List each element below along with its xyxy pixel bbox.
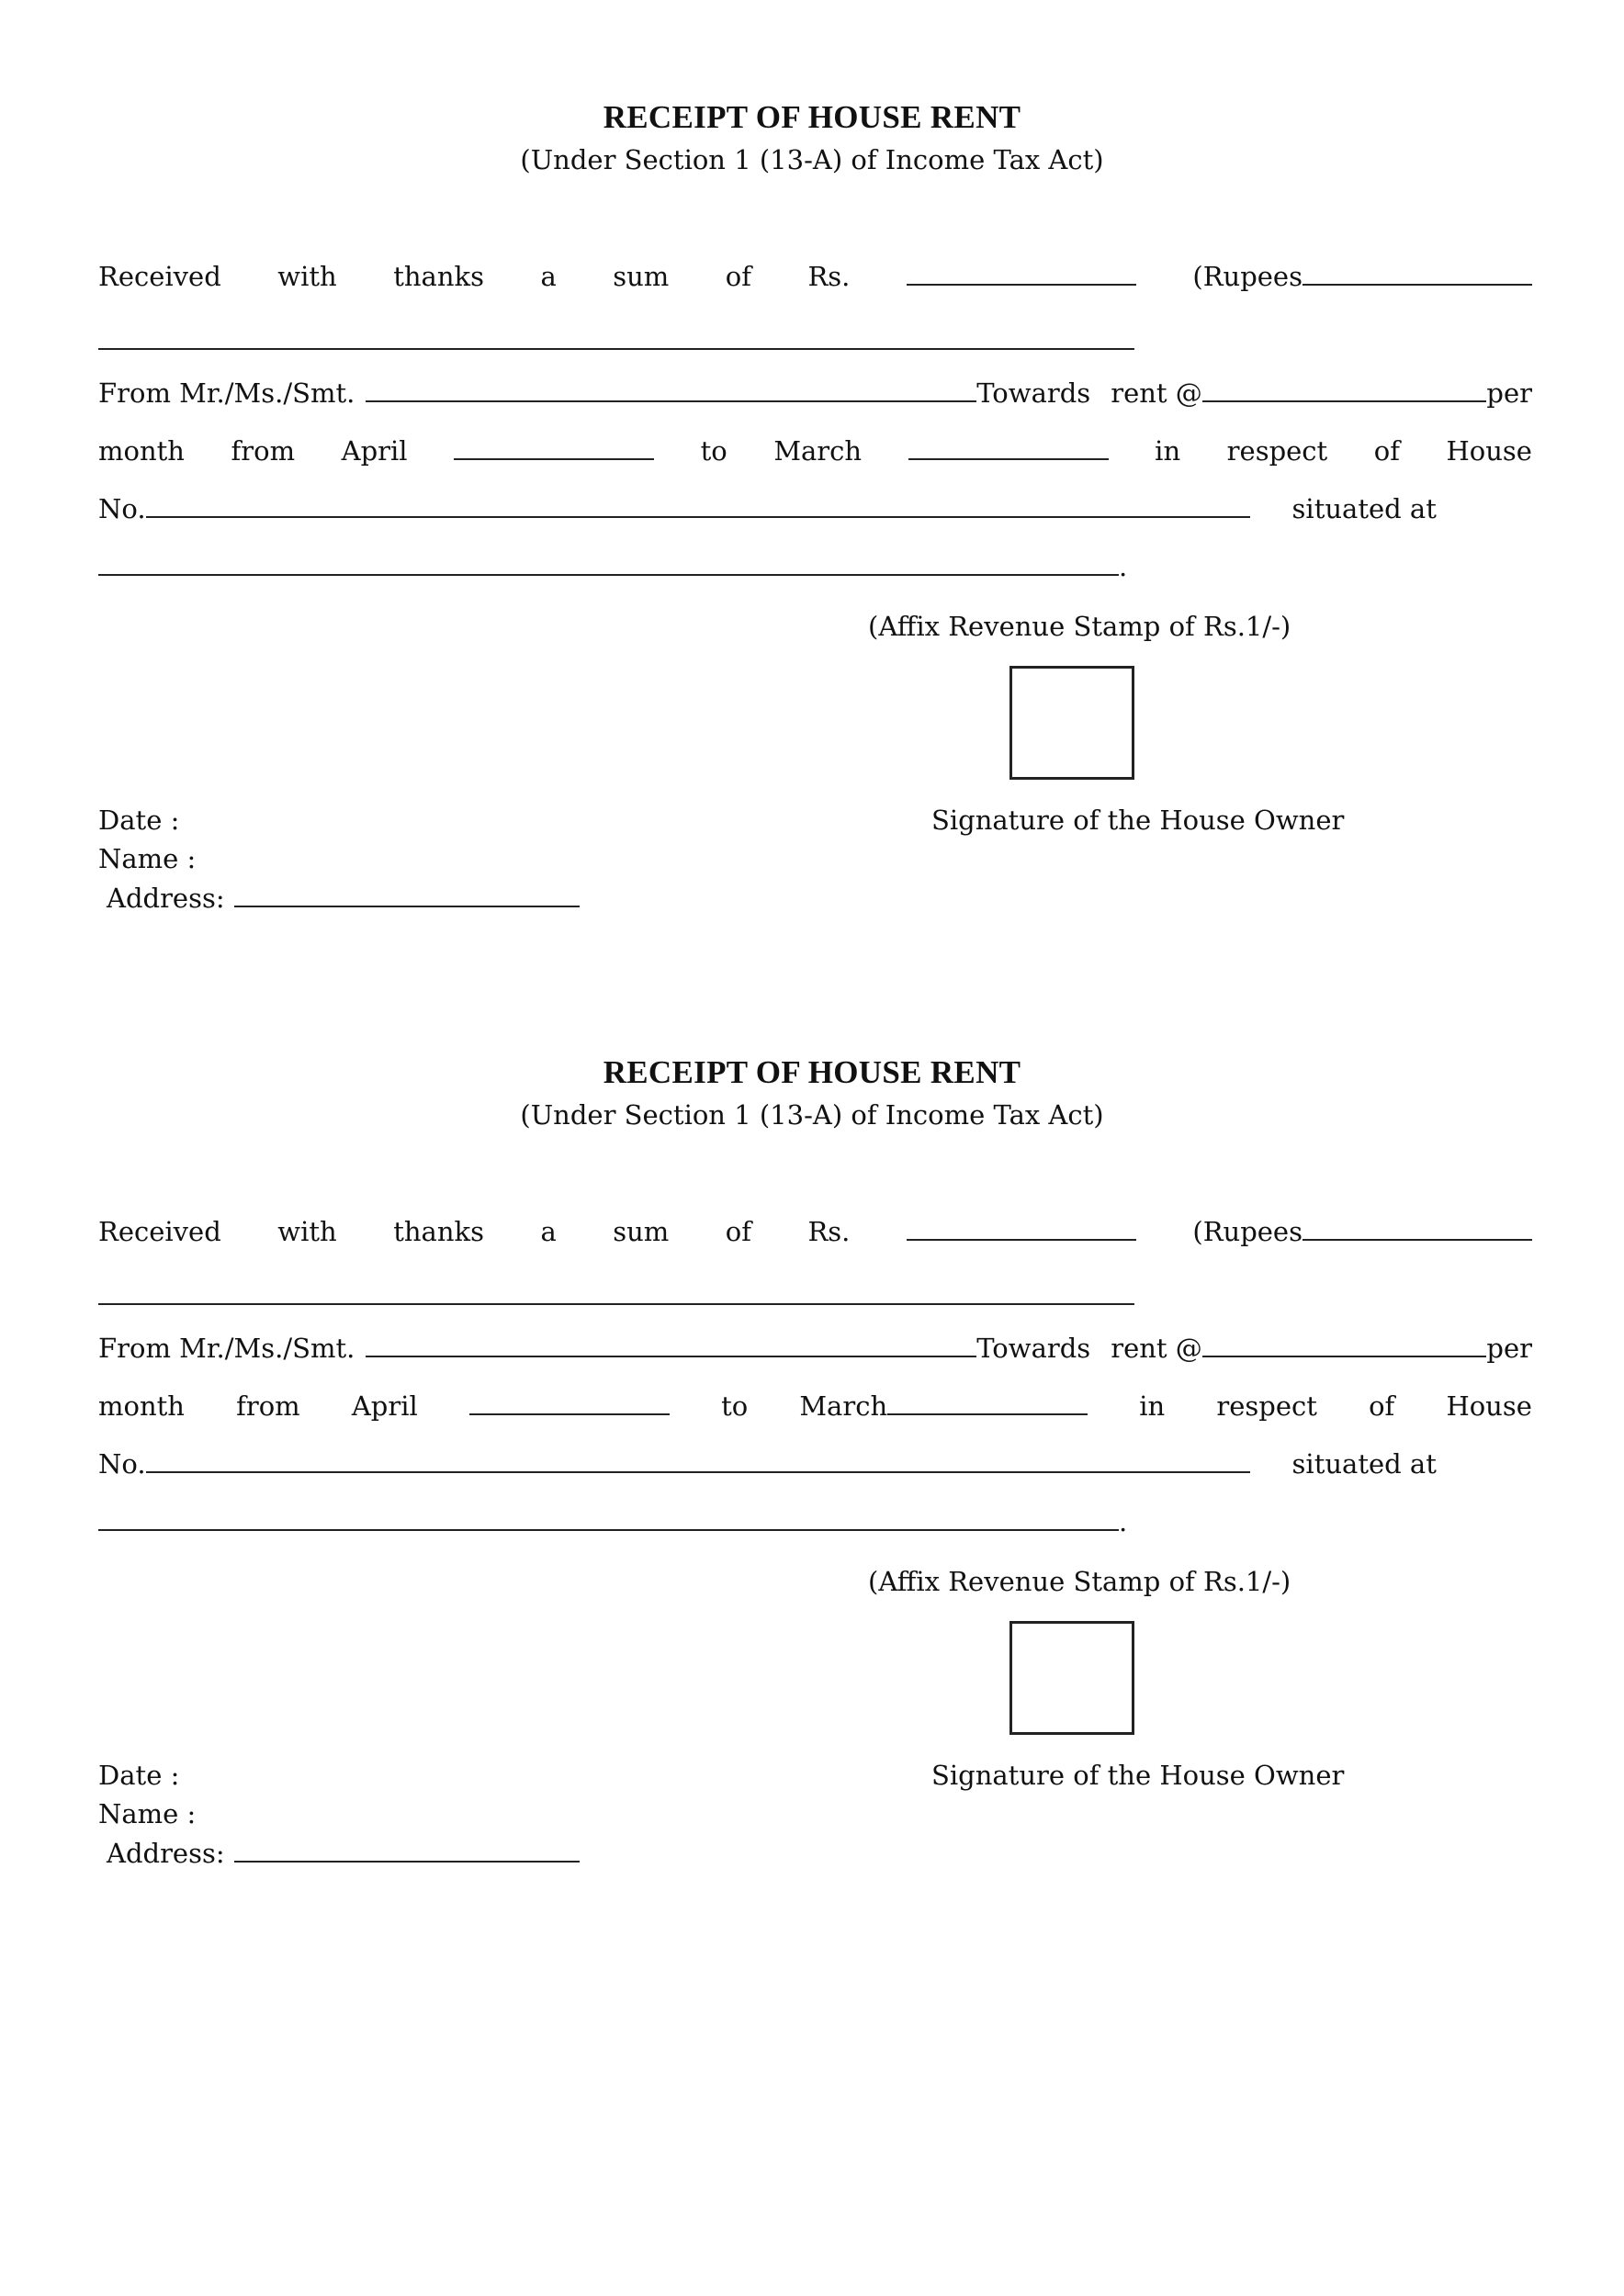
word-sum: sum [613, 261, 670, 292]
received-line [98, 1215, 1532, 1247]
address-row [107, 1837, 580, 1869]
to-label: to [721, 1390, 749, 1422]
rupees-group [1192, 1215, 1532, 1247]
from-line [98, 377, 1532, 409]
month-label: month [98, 1390, 185, 1422]
per-label: per [1486, 1333, 1532, 1364]
name-label: Name : [98, 843, 197, 874]
word-thanks: thanks [393, 261, 484, 292]
in-label: in [1139, 1390, 1166, 1422]
per-label: per [1486, 377, 1532, 409]
situated-address-field[interactable] [98, 550, 1119, 576]
april-label: April [341, 435, 408, 467]
revenue-stamp-box [1009, 666, 1134, 780]
march-label: March [773, 435, 863, 467]
of-label: of [1373, 435, 1400, 467]
march-label: March [799, 1390, 888, 1422]
from-word: from [236, 1390, 300, 1422]
revenue-stamp-box [1009, 1621, 1134, 1735]
word-rs: Rs. [807, 1216, 851, 1247]
rupees-words-field[interactable] [1303, 260, 1532, 286]
from-word: from [231, 435, 296, 467]
month-line [98, 434, 1532, 467]
name-label: Name : [98, 1798, 197, 1829]
to-label: to [700, 435, 727, 467]
word-received: Received [98, 1216, 221, 1247]
tenant-name-field[interactable] [366, 377, 976, 402]
stamp-caption: (Affix Revenue Stamp of Rs.1/-) [868, 1566, 1291, 1597]
word-of: of [725, 1216, 751, 1247]
rupees-label: (Rupees [1192, 1216, 1303, 1247]
address-label: Address: [107, 883, 225, 914]
date-label: Date : [98, 805, 180, 836]
receipt-1 [0, 0, 1624, 918]
period: . [1119, 551, 1128, 582]
in-label: in [1155, 435, 1181, 467]
rent-rate-field[interactable] [1202, 377, 1487, 402]
of-label: of [1369, 1390, 1395, 1422]
word-of: of [725, 261, 751, 292]
amount-field[interactable] [907, 1215, 1136, 1241]
signature-label: Signature of the House Owner [931, 1760, 1345, 1791]
rupees-group [1192, 260, 1532, 292]
period: . [1119, 1506, 1128, 1537]
rupees-words-continuation-field[interactable] [98, 1303, 1134, 1305]
april-year-field[interactable] [469, 1390, 670, 1415]
address-row [107, 882, 580, 914]
word-with: with [277, 1216, 337, 1247]
respect-label: respect [1216, 1390, 1317, 1422]
house-number-field[interactable] [146, 492, 1250, 518]
word-received: Received [98, 261, 221, 292]
address-continuation-line [98, 550, 1532, 582]
month-line [98, 1390, 1532, 1422]
house-number-field[interactable] [146, 1447, 1250, 1473]
respect-label: respect [1226, 435, 1328, 467]
received-line [98, 260, 1532, 292]
march-year-field[interactable] [887, 1390, 1088, 1415]
from-label: From Mr./Ms./Smt. [98, 377, 355, 409]
word-thanks: thanks [393, 1216, 484, 1247]
from-line [98, 1332, 1532, 1364]
rent-label: rent @ [1111, 1333, 1202, 1364]
address-continuation-line [98, 1505, 1532, 1537]
word-rs: Rs. [807, 261, 851, 292]
towards-label: Towards [976, 377, 1091, 409]
receipt-subtitle: (Under Section 1 (13-A) of Income Tax Act) [520, 144, 1104, 175]
receipt-subtitle: (Under Section 1 (13-A) of Income Tax Act) [520, 1099, 1104, 1131]
rent-rate-field[interactable] [1202, 1332, 1487, 1357]
house-no-line [98, 1447, 1532, 1480]
signature-label: Signature of the House Owner [931, 805, 1345, 836]
rupees-words-field[interactable] [1303, 1215, 1532, 1241]
date-label: Date : [98, 1760, 180, 1791]
situated-label: situated at [1291, 493, 1437, 524]
tenant-name-field[interactable] [366, 1332, 976, 1357]
rupees-label: (Rupees [1192, 261, 1303, 292]
stamp-caption: (Affix Revenue Stamp of Rs.1/-) [868, 611, 1291, 642]
march-group [799, 1390, 1088, 1422]
april-year-field[interactable] [454, 434, 654, 460]
no-label: No. [98, 493, 146, 524]
receipt-title: RECEIPT OF HOUSE RENT [603, 99, 1021, 135]
receipt-2 [0, 955, 1624, 1874]
march-year-field[interactable] [908, 434, 1109, 460]
no-label: No. [98, 1448, 146, 1480]
april-label: April [351, 1390, 418, 1422]
month-label: month [98, 435, 185, 467]
address-field[interactable] [234, 1837, 580, 1863]
word-with: with [277, 261, 337, 292]
situated-address-field[interactable] [98, 1505, 1119, 1531]
house-no-line [98, 492, 1532, 524]
from-label: From Mr./Ms./Smt. [98, 1333, 355, 1364]
receipt-title: RECEIPT OF HOUSE RENT [603, 1054, 1021, 1090]
amount-field[interactable] [907, 260, 1136, 286]
rent-label: rent @ [1111, 377, 1202, 409]
word-a: a [540, 1216, 557, 1247]
towards-label: Towards [976, 1333, 1091, 1364]
situated-label: situated at [1291, 1448, 1437, 1480]
address-label: Address: [107, 1838, 225, 1869]
word-sum: sum [613, 1216, 670, 1247]
house-label: House [1446, 435, 1532, 467]
address-field[interactable] [234, 882, 580, 907]
rupees-words-continuation-field[interactable] [98, 348, 1134, 350]
word-a: a [540, 261, 557, 292]
house-label: House [1446, 1390, 1532, 1422]
